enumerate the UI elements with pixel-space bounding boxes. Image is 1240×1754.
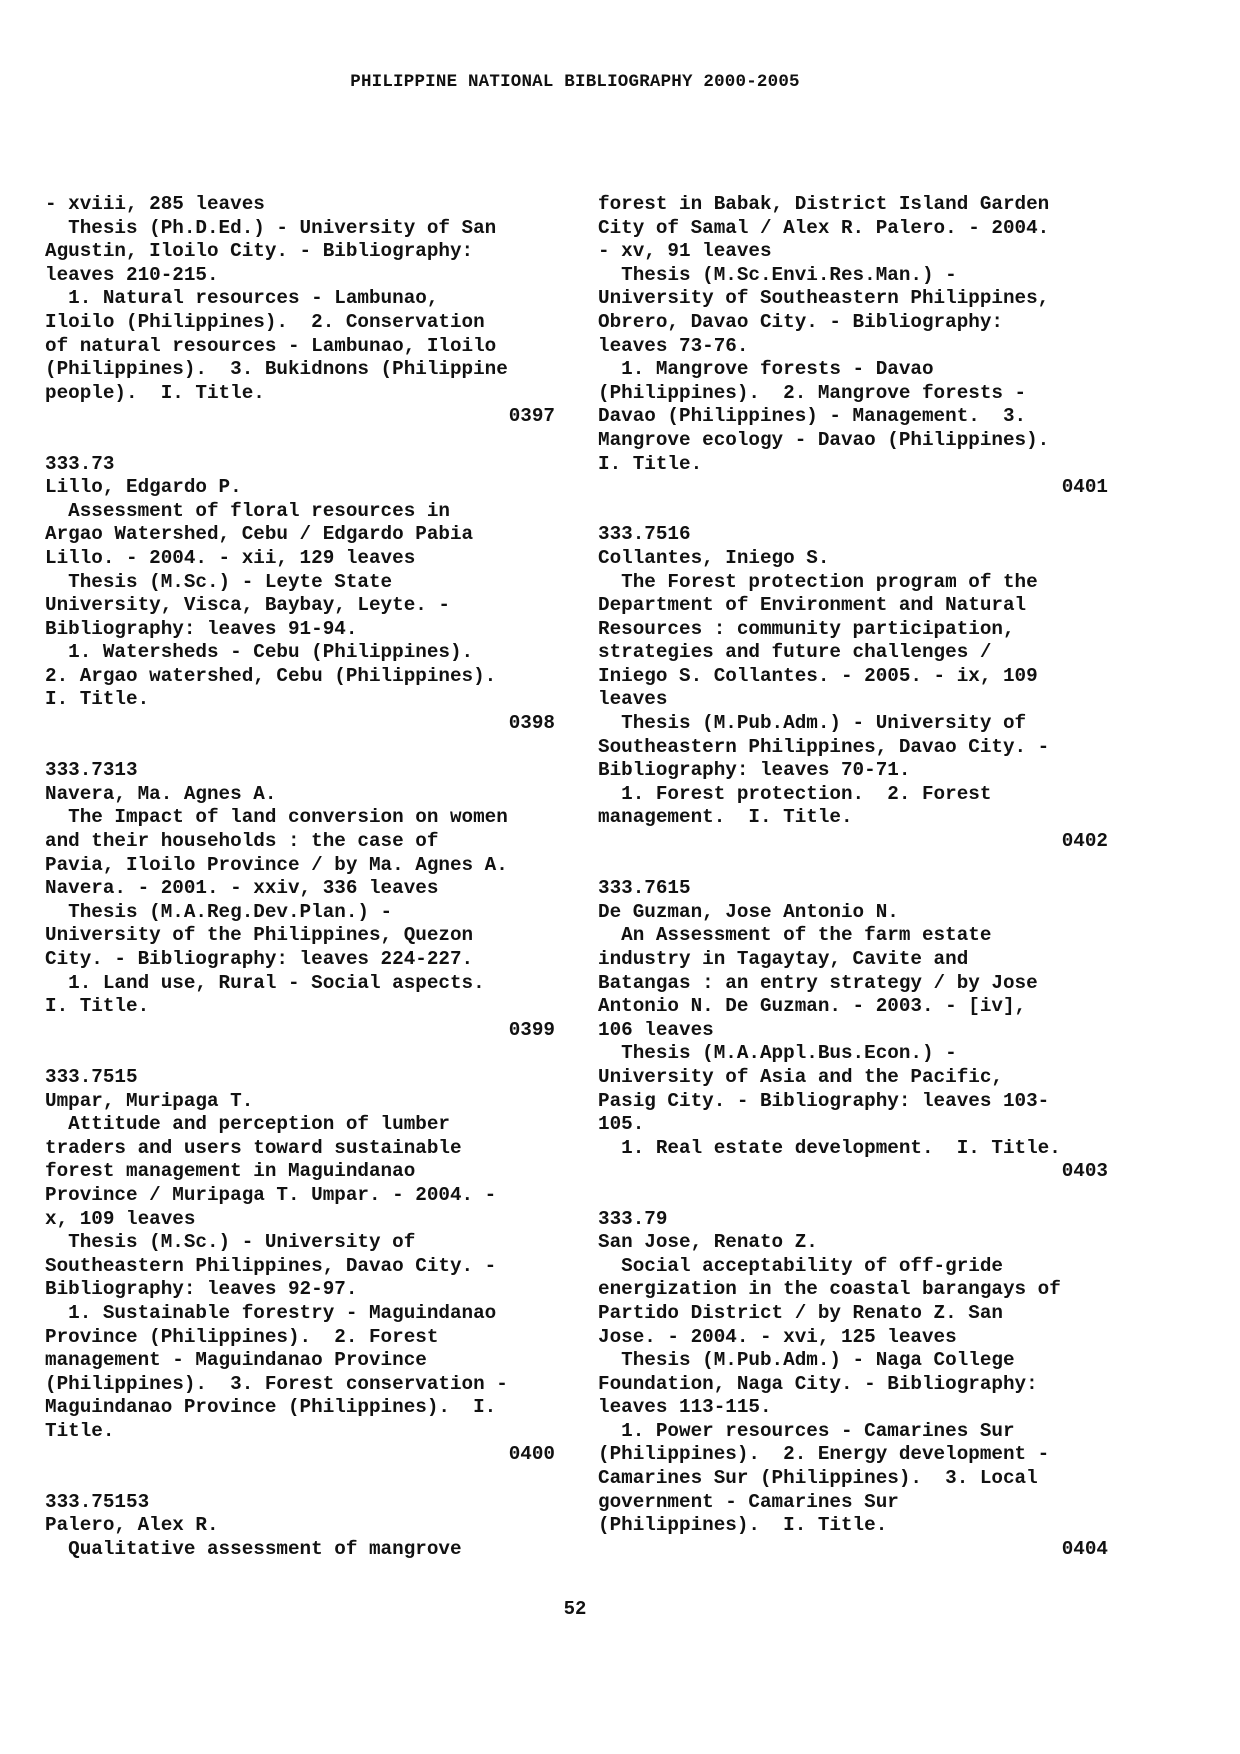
text-line: 1. Power resources - Camarines Sur	[598, 1419, 1015, 1442]
text-line: 1. Real estate development. I. Title.	[598, 1136, 1061, 1159]
text-line: Bibliography: leaves 91-94.	[45, 617, 358, 640]
text-line: Bibliography: leaves 70-71.	[598, 759, 911, 782]
text-line: forest in Babak, District Island Garden	[598, 193, 1050, 215]
left-column	[45, 193, 555, 1561]
text-line: Department of Environment and Natural	[598, 594, 1027, 617]
text-line: Palero, Alex R.	[45, 1514, 219, 1537]
text-line: industry in Tagaytay, Cavite and	[598, 948, 969, 970]
text-line: Partido District / by Renato Z. San	[598, 1301, 1003, 1324]
text-line: I. Title.	[45, 995, 150, 1018]
text-line: Bibliography: leaves 92-97.	[45, 1278, 358, 1301]
text-line: Thesis (M.A.Reg.Dev.Plan.) -	[45, 900, 393, 923]
text-line: Lillo, Edgardo P.	[45, 476, 242, 499]
text-line: Foundation, Naga City. - Bibliography:	[598, 1372, 1038, 1395]
text-line: and their households : the case of	[45, 830, 439, 853]
text-line: 333.73	[45, 452, 115, 475]
text-line: An Assessment of the farm estate	[598, 924, 992, 947]
entry-separator	[45, 736, 555, 760]
text-line: (Philippines). I. Title.	[598, 1514, 888, 1537]
text-line: Thesis (M.A.Appl.Bus.Econ.) -	[598, 1042, 957, 1065]
text-line: Qualitative assessment of mangrove	[45, 1537, 462, 1560]
text-line: Thesis (M.Sc.) - Leyte State	[45, 570, 393, 593]
text-line: (Philippines). 2. Energy development -	[598, 1443, 1050, 1466]
text-line: leaves 210-215.	[45, 263, 219, 286]
entry-number: 0399	[508, 1018, 555, 1041]
text-line: University of the Philippines, Quezon	[45, 924, 474, 947]
entry-number: 0404	[1061, 1537, 1108, 1560]
entry-number: 0400	[508, 1443, 555, 1466]
right-column	[598, 193, 1108, 1561]
text-line: Thesis (Ph.D.Ed.) - University of San	[45, 216, 497, 239]
text-line: - xviii, 285 leaves	[45, 193, 265, 215]
running-header: PHILIPPINE NATIONAL BIBLIOGRAPHY 2000-2005	[350, 72, 800, 92]
text-line: I. Title.	[598, 452, 703, 475]
text-line: leaves 73-76.	[598, 334, 749, 357]
text-line: De Guzman, Jose Antonio N.	[598, 900, 899, 923]
text-line: (Philippines). 2. Mangrove forests -	[598, 381, 1027, 404]
text-line: 106 leaves	[598, 1018, 714, 1041]
text-line: Argao Watershed, Cebu / Edgardo Pabia	[45, 523, 474, 546]
text-line: leaves 113-115.	[598, 1396, 772, 1419]
text-line: Thesis (M.Sc.Envi.Res.Man.) -	[598, 263, 957, 286]
text-line: Thesis (M.Pub.Adm.) - Naga College	[598, 1349, 1015, 1372]
text-line: management - Maguindanao Province	[45, 1349, 427, 1372]
text-line: 1. Land use, Rural - Social aspects.	[45, 971, 485, 994]
text-line: Southeastern Philippines, Davao City. -	[598, 735, 1050, 758]
text-line: Pasig City. - Bibliography: leaves 103-	[598, 1089, 1050, 1112]
text-line: Jose. - 2004. - xvi, 125 leaves	[598, 1325, 957, 1348]
text-line: 1. Mangrove forests - Davao	[598, 358, 934, 381]
text-line: 333.7313	[45, 759, 138, 782]
text-line: 1. Natural resources - Lambunao,	[45, 287, 439, 310]
text-line: Thesis (M.Sc.) - University of	[45, 1231, 416, 1254]
text-line: Southeastern Philippines, Davao City. -	[45, 1254, 497, 1277]
text-line: Collantes, Iniego S.	[598, 546, 830, 569]
text-line: Social acceptability of off-gride	[598, 1254, 1003, 1277]
entry-number: 0401	[1061, 476, 1108, 499]
text-line: Mangrove ecology - Davao (Philippines).	[598, 428, 1050, 451]
text-line: 1. Forest protection. 2. Forest	[598, 782, 992, 805]
text-line: Maguindanao Province (Philippines). I.	[45, 1396, 497, 1419]
text-line: Title.	[45, 1419, 115, 1442]
text-line: University of Southeastern Philippines,	[598, 287, 1050, 310]
text-line: 1. Sustainable forestry - Maguindanao	[45, 1301, 497, 1324]
text-line: government - Camarines Sur	[598, 1490, 899, 1513]
text-line: 333.75153	[45, 1490, 150, 1513]
text-line: Iniego S. Collantes. - 2005. - ix, 109	[598, 664, 1038, 687]
text-line: (Philippines). 3. Forest conservation -	[45, 1372, 508, 1395]
text-line: Pavia, Iloilo Province / by Ma. Agnes A.	[45, 853, 508, 876]
entry-separator	[598, 1184, 1108, 1208]
text-line: 333.7615	[598, 877, 691, 900]
text-line: strategies and future challenges /	[598, 641, 992, 664]
entry-number: 0397	[508, 405, 555, 428]
entry-separator	[45, 1467, 555, 1491]
text-line: The Impact of land conversion on women	[45, 806, 508, 829]
text-line: management. I. Title.	[598, 806, 853, 829]
text-line: 105.	[598, 1113, 645, 1136]
text-line: Batangas : an entry strategy / by Jose	[598, 971, 1038, 994]
text-line: 1. Watersheds - Cebu (Philippines).	[45, 641, 474, 664]
text-line: Assessment of floral resources in	[45, 499, 450, 522]
entry-separator	[598, 854, 1108, 878]
entry-separator	[45, 429, 555, 453]
text-line: 333.7515	[45, 1065, 138, 1088]
text-line: forest management in Maguindanao	[45, 1160, 416, 1183]
text-line: Davao (Philippines) - Management. 3.	[598, 405, 1027, 428]
text-line: energization in the coastal barangays of	[598, 1278, 1061, 1301]
text-line: 333.7516	[598, 523, 691, 546]
entry-separator	[45, 1042, 555, 1066]
text-line: Obrero, Davao City. - Bibliography:	[598, 310, 1003, 333]
text-line: Camarines Sur (Philippines). 3. Local	[598, 1467, 1038, 1490]
text-line: Umpar, Muripaga T.	[45, 1089, 254, 1112]
text-line: of natural resources - Lambunao, Iloilo	[45, 334, 497, 357]
text-line: 333.79	[598, 1207, 668, 1230]
text-line: Province (Philippines). 2. Forest	[45, 1325, 439, 1348]
text-line: City of Samal / Alex R. Palero. - 2004.	[598, 216, 1050, 239]
text-line: Province / Muripaga T. Umpar. - 2004. -	[45, 1183, 497, 1206]
text-line: Navera, Ma. Agnes A.	[45, 782, 277, 805]
text-line: - xv, 91 leaves	[598, 240, 772, 263]
text-line: Navera. - 2001. - xxiv, 336 leaves	[45, 877, 439, 900]
text-line: San Jose, Renato Z.	[598, 1231, 818, 1254]
text-line: people). I. Title.	[45, 381, 265, 404]
text-line: City. - Bibliography: leaves 224-227.	[45, 948, 474, 970]
text-line: Resources : community participation,	[598, 617, 1015, 640]
text-line: University, Visca, Baybay, Leyte. -	[45, 594, 450, 617]
text-line: Iloilo (Philippines). 2. Conservation	[45, 310, 485, 333]
text-line: The Forest protection program of the	[598, 570, 1038, 593]
text-line: x, 109 leaves	[45, 1207, 196, 1230]
text-line: 2. Argao watershed, Cebu (Philippines).	[45, 664, 497, 687]
entry-number: 0398	[508, 712, 555, 735]
text-line: leaves	[598, 688, 668, 711]
entry-number: 0403	[1061, 1160, 1108, 1183]
text-line: Attitude and perception of lumber	[45, 1113, 450, 1136]
text-line: Agustin, Iloilo City. - Bibliography:	[45, 240, 474, 263]
text-line: University of Asia and the Pacific,	[598, 1065, 1003, 1088]
text-line: traders and users toward sustainable	[45, 1136, 462, 1159]
page-number: 52	[563, 1598, 587, 1620]
text-line: I. Title.	[45, 688, 150, 711]
text-line: Thesis (M.Pub.Adm.) - University of	[598, 712, 1027, 735]
entry-number: 0402	[1061, 830, 1108, 853]
text-line: Antonio N. De Guzman. - 2003. - [iv],	[598, 995, 1027, 1018]
text-line: (Philippines). 3. Bukidnons (Philippine	[45, 358, 508, 381]
text-line: Lillo. - 2004. - xii, 129 leaves	[45, 546, 416, 569]
entry-separator	[598, 500, 1108, 524]
